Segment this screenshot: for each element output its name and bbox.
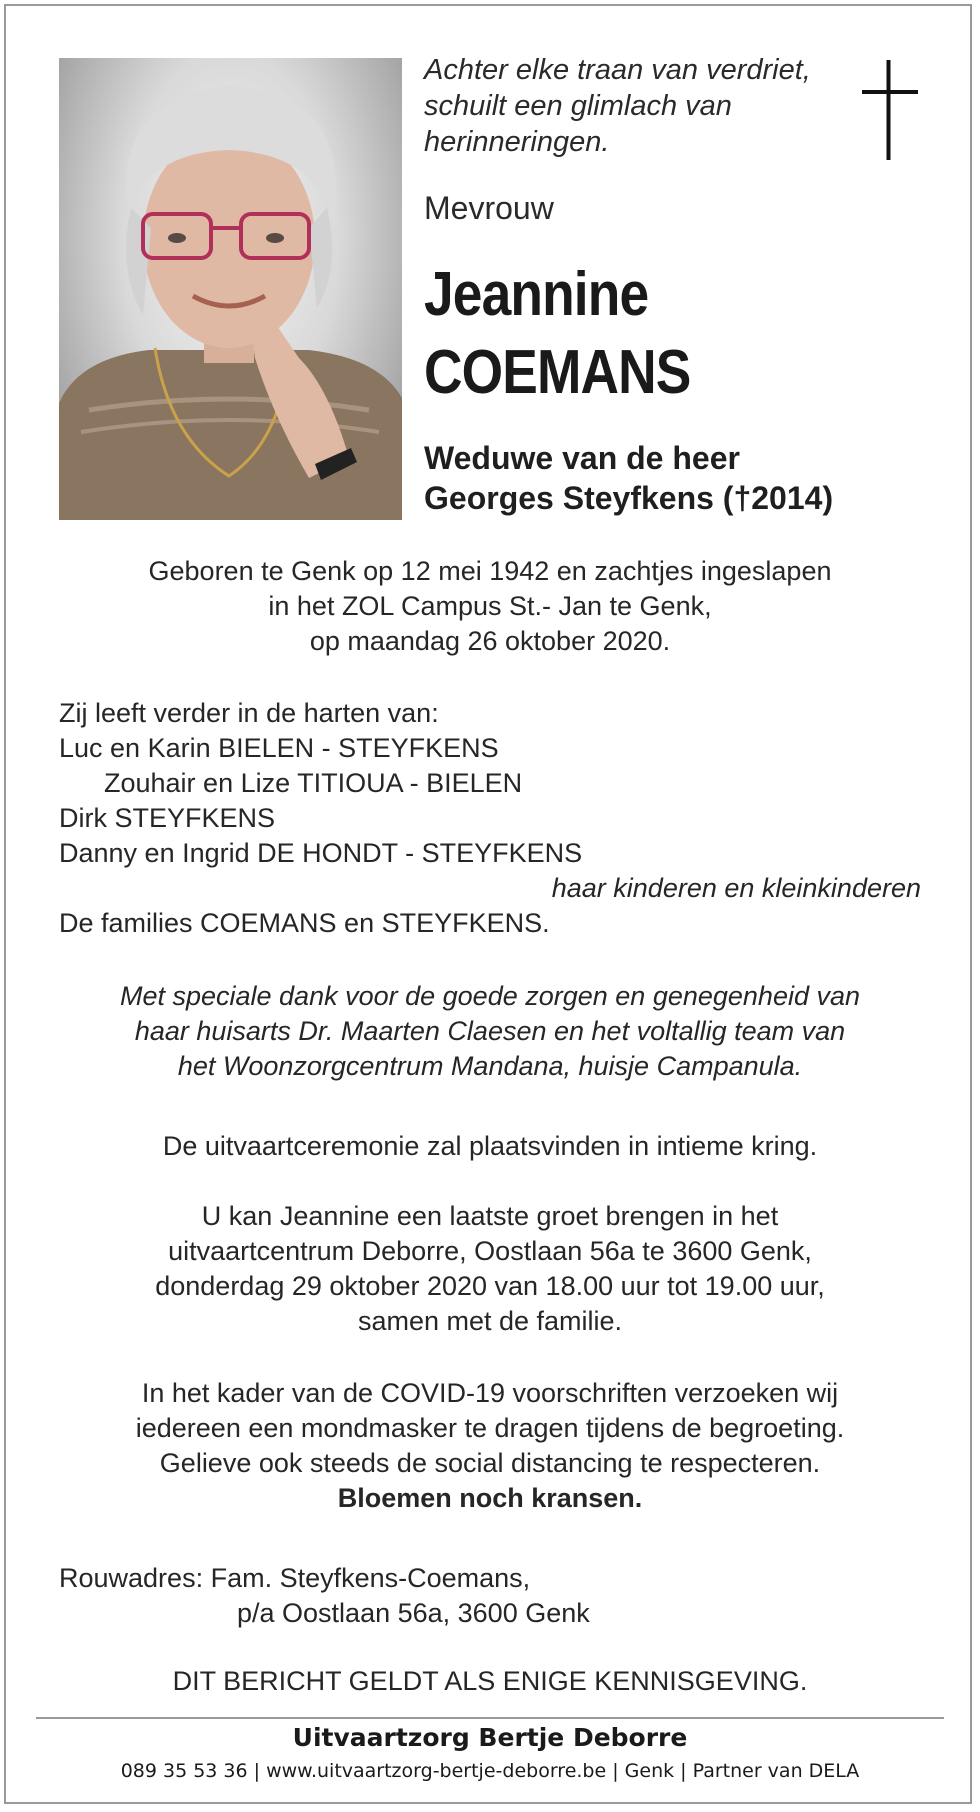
covid-line: Gelieve ook steeds de social distancing te respecteren. xyxy=(159,1448,821,1478)
quote-line: schuilt een glimlach van xyxy=(424,90,732,122)
funeral-home-contact: 089 35 53 36 | www.uitvaartzorg-bertje-deborre.be | Genk | Partner van DELA xyxy=(120,1760,860,1782)
epitaph-quote xyxy=(424,52,844,160)
visit-line: samen met de familie. xyxy=(357,1306,623,1336)
portrait-photo xyxy=(59,58,402,520)
survivors-intro: Zij leeft verder in de harten van: xyxy=(59,698,439,728)
first-name: Jeannine xyxy=(424,260,649,329)
birth-line: op maandag 26 oktober 2020. xyxy=(309,626,671,656)
birth-line: Geboren te Genk op 12 mei 1942 en zachtjes ingeslapen xyxy=(148,556,832,586)
survivor-line: Dirk STEYFKENS xyxy=(59,803,276,833)
last-name: COEMANS xyxy=(424,338,691,407)
ceremony-text: De uitvaartceremonie zal plaatsvinden in intieme kring. xyxy=(162,1131,818,1161)
survivor-line: Danny en Ingrid DE HONDT - STEYFKENS xyxy=(59,838,583,868)
funeral-home-name: Uitvaartzorg Bertje Deborre xyxy=(292,1723,688,1752)
families-line: De families COEMANS en STEYFKENS. xyxy=(59,908,550,938)
thanks-line: Met speciale dank voor de goede zorgen en genegenheid van xyxy=(119,981,861,1011)
address-line: p/a Oostlaan 56a, 3600 Genk xyxy=(237,1598,590,1628)
visitation-text xyxy=(59,1199,921,1339)
address-line: Rouwadres: Fam. Steyfkens-Coemans, xyxy=(59,1563,531,1593)
visit-line: donderdag 29 oktober 2020 van 18.00 uur tot 19.00 uur, xyxy=(155,1271,825,1301)
covid-text xyxy=(59,1376,921,1516)
quote-line: Achter elke traan van verdriet, xyxy=(424,54,811,86)
survivors-list xyxy=(59,696,921,941)
widow-line: Georges Steyfkens (†2014) xyxy=(424,480,834,516)
quote-line: herinneringen. xyxy=(424,126,610,158)
footer-divider xyxy=(36,1717,944,1719)
covid-line: iedereen een mondmasker te dragen tijdens de begroeting. xyxy=(135,1413,845,1443)
flowers-note: Bloemen noch kransen. xyxy=(337,1483,643,1513)
notice-text: DIT BERICHT GELDT ALS ENIGE KENNISGEVING. xyxy=(172,1666,808,1696)
survivor-line: Zouhair en Lize TITIOUA - BIELEN xyxy=(104,768,523,798)
birth-death-text xyxy=(59,554,921,659)
mourning-address xyxy=(59,1561,921,1631)
thanks-line: haar huisarts Dr. Maarten Claesen en het voltallig team van xyxy=(134,1016,846,1046)
survivors-caption: haar kinderen en kleinkinderen xyxy=(551,873,921,903)
visit-line: U kan Jeannine een laatste groet brengen in het xyxy=(201,1201,779,1231)
covid-line: In het kader van de COVID-19 voorschriften verzoeken wij xyxy=(141,1378,839,1408)
survivor-line: Luc en Karin BIELEN - STEYFKENS xyxy=(59,733,499,763)
birth-line: in het ZOL Campus St.- Jan te Genk, xyxy=(268,591,712,621)
deceased-name xyxy=(424,256,691,412)
visit-line: uitvaartcentrum Deborre, Oostlaan 56a te 3600 Genk, xyxy=(168,1236,812,1266)
title-prefix: Mevrouw xyxy=(424,190,554,226)
thanks-text xyxy=(59,979,921,1084)
widow-of xyxy=(424,438,833,518)
widow-line: Weduwe van de heer xyxy=(424,440,740,476)
cross-icon xyxy=(862,60,918,160)
thanks-line: het Woonzorgcentrum Mandana, huisje Campanula. xyxy=(177,1051,803,1081)
